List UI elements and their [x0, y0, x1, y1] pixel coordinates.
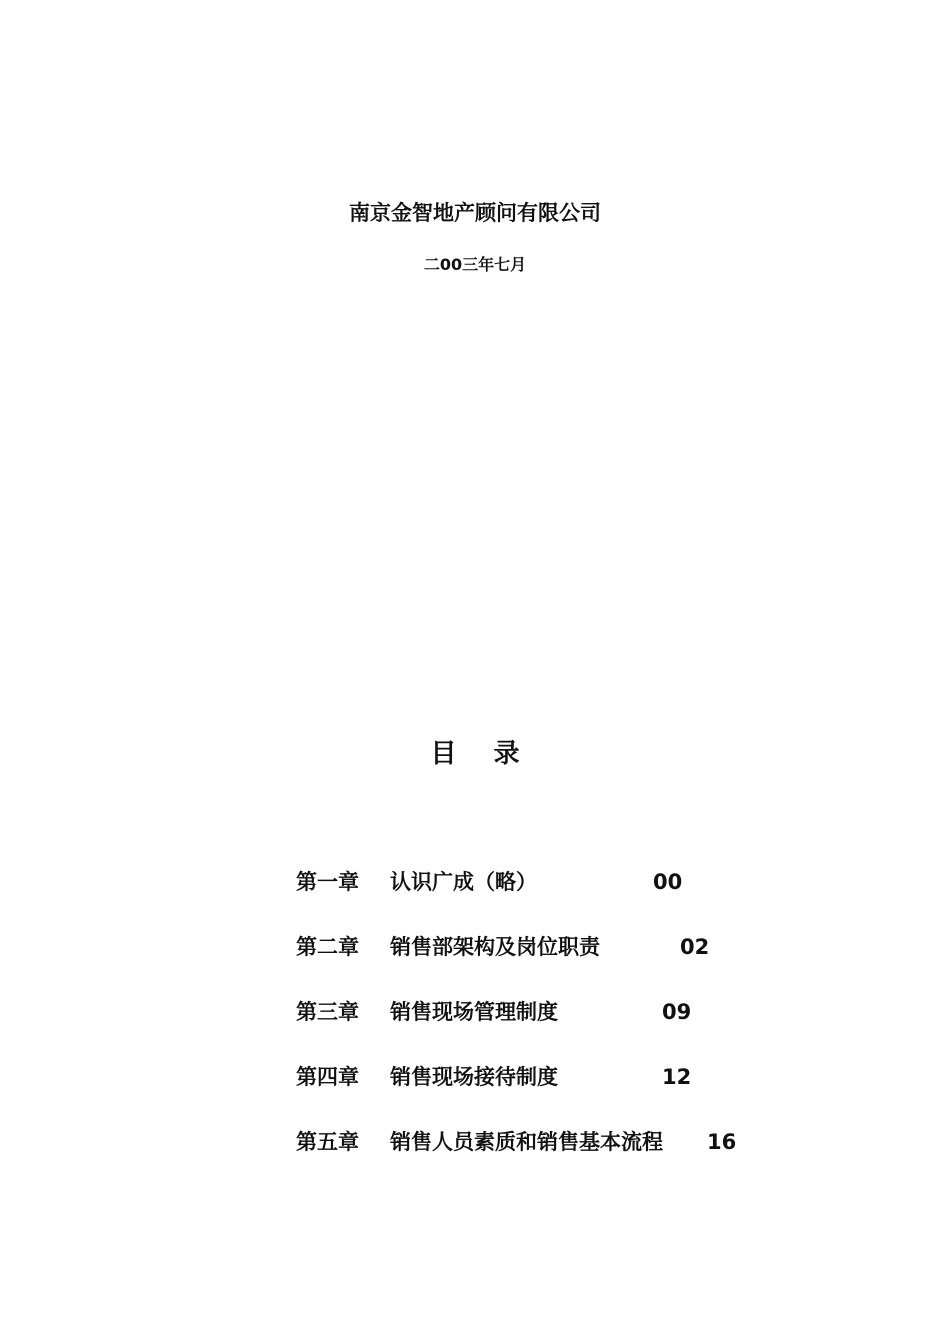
toc-page-number: 16 — [707, 1130, 737, 1154]
toc-chapter-number: 第二章 — [296, 935, 359, 959]
toc-chapter-title: 销售现场管理制度 — [390, 1000, 558, 1024]
toc-entry-chapter-1[interactable] — [296, 866, 816, 931]
table-of-contents — [296, 866, 816, 1191]
toc-chapter-title: 销售人员素质和销售基本流程 — [390, 1130, 663, 1154]
toc-entry-chapter-5[interactable] — [296, 1126, 816, 1191]
toc-chapter-number: 第三章 — [296, 1000, 359, 1024]
company-name: 南京金智地产顾问有限公司 — [349, 201, 601, 225]
toc-chapter-number: 第一章 — [296, 870, 359, 894]
toc-page-number: 02 — [680, 935, 710, 959]
toc-page-number: 12 — [662, 1065, 692, 1089]
toc-chapter-title: 销售现场接待制度 — [390, 1065, 558, 1089]
toc-heading: 目 录 — [430, 739, 534, 769]
document-date: 二00三年七月 — [423, 255, 527, 274]
toc-entry-chapter-3[interactable] — [296, 996, 816, 1061]
toc-chapter-title: 销售部架构及岗位职责 — [390, 935, 600, 959]
toc-entry-chapter-2[interactable] — [296, 931, 816, 996]
toc-entry-chapter-4[interactable] — [296, 1061, 816, 1126]
toc-chapter-number: 第五章 — [296, 1130, 359, 1154]
toc-chapter-number: 第四章 — [296, 1065, 359, 1089]
toc-page-number: 00 — [653, 870, 683, 894]
toc-page-number: 09 — [662, 1000, 692, 1024]
toc-chapter-title: 认识广成（略） — [390, 870, 537, 894]
